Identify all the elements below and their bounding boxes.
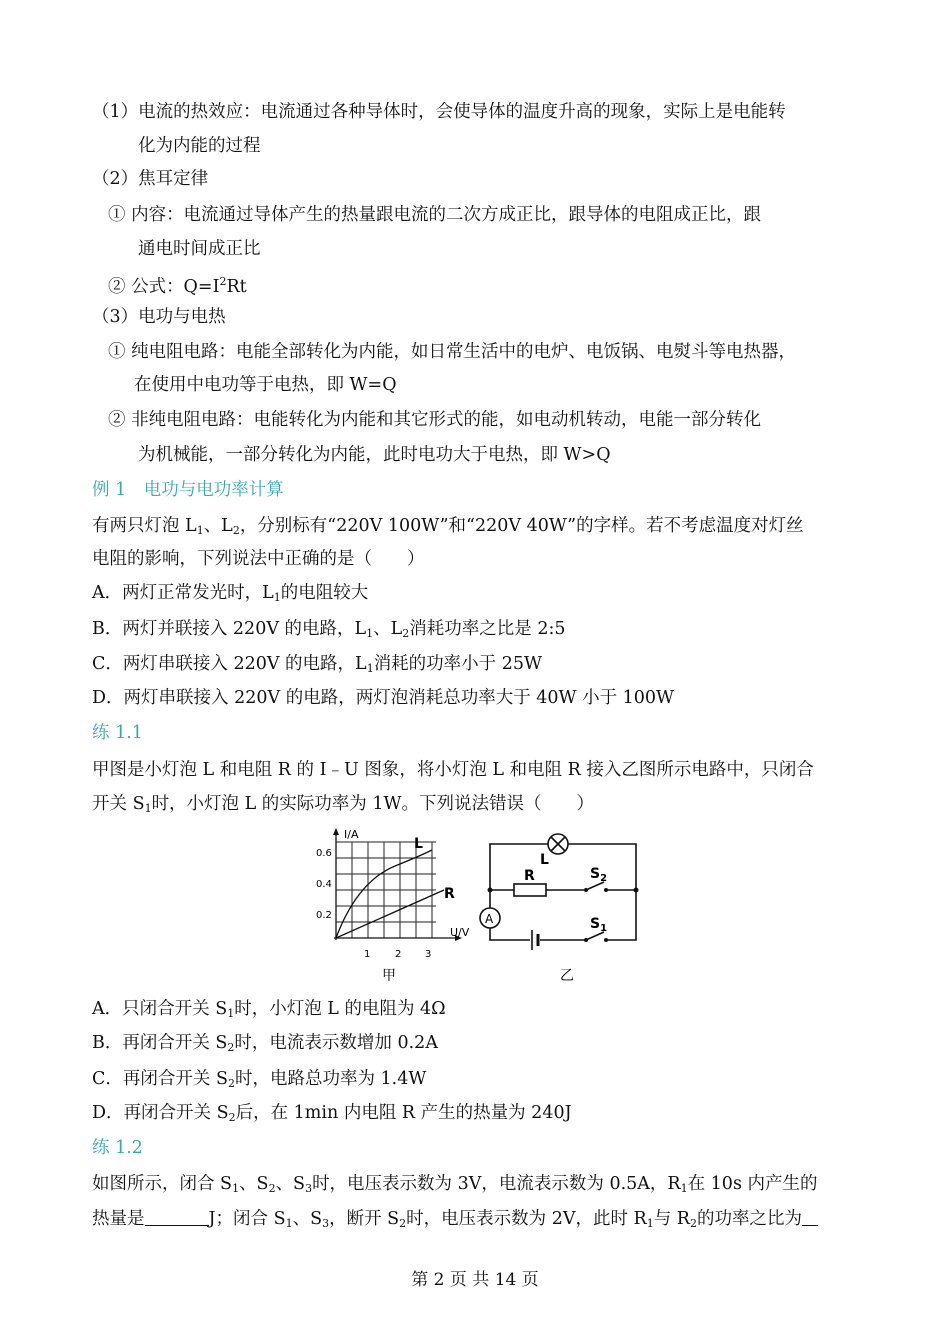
x-tick-1: 1 <box>364 949 371 960</box>
note-joule-formula: ② 公式：$Q=I^2Rt$ <box>108 275 247 297</box>
example1-heading: 例 1 电功与电功率计算 <box>92 480 284 500</box>
x-tick-3: 3 <box>425 949 432 960</box>
note-pure-resistive: ① 纯电阻电路：电能全部转化为内能，如日常生活中的电炉、电饭锅、电熨斗等电热器， <box>108 342 797 362</box>
curve-label-r: R <box>444 886 455 902</box>
lamp-icon <box>548 834 568 854</box>
y-tick-0-4: 0.4 <box>316 879 332 890</box>
answer-blank-heat[interactable] <box>145 1207 209 1226</box>
example1-option-b: B．两灯并联接入 220V 的电路，$L_1$、$L_2$消耗功率之比是 2:5 <box>92 619 566 640</box>
y-tick-0-6: 0.6 <box>316 848 332 859</box>
practice11-stem: 甲图是小灯泡 L 和电阻 R 的 I﹣U 图象，将小灯泡 L 和电阻 R 接入乙图所示电路中，只闭合 <box>92 760 814 780</box>
resistor-label: R <box>524 868 535 884</box>
practice11-option-b: B．再闭合开关 $S_2$时，电流表示数增加 0.2A <box>92 1033 438 1054</box>
lamp-label: L <box>540 852 549 868</box>
note-nonpure-resistive-cont: 为机械能，一部分转化为内能，此时电功大于电热，即 W>Q <box>138 445 611 465</box>
ammeter-label: A <box>485 912 494 926</box>
practice11-stem-cont: 开关 $S_1$时，小灯泡 L 的实际功率为 1W。下列说法错误（ ） <box>92 794 594 815</box>
practice12-stem-cont: 热量是 J；闭合 $S_1$、$S_3$，断开 $S_2$时，电压表示数为 2V，此时 $R_1$与 $R_2$的功率之比为 <box>92 1206 818 1237</box>
page-footer: 第 2 页 共 14 页 <box>411 1270 539 1290</box>
junction-left <box>488 888 493 893</box>
switch-s2-label: $S_2$ <box>590 866 608 884</box>
x-tick-2: 2 <box>395 949 402 960</box>
note-nonpure-resistive: ② 非纯电阻电路：电能转化为内能和其它形式的能，如电动机转动，电能一部分转化 <box>108 410 762 430</box>
curve-label-l: L <box>414 836 423 852</box>
figure-caption-jia: 甲 <box>382 968 396 984</box>
junction-right <box>634 888 639 893</box>
iu-graph-figure <box>300 826 470 986</box>
practice12-stem: 如图所示，闭合 $S_1$、$S_2$、$S_3$时，电压表示数为 3V，电流表示数为 0.5A，$R_1$在 10s 内产生的 <box>92 1174 818 1195</box>
graph-grid <box>336 842 436 938</box>
practice12-heading: 练 1.2 <box>92 1138 143 1158</box>
battery-icon <box>532 930 538 950</box>
example1-option-a: A．两灯正常发光时，$L_1$的电阻较大 <box>92 583 369 604</box>
answer-blank-ratio[interactable] <box>802 1207 818 1226</box>
figure-caption-yi: 乙 <box>560 968 574 984</box>
y-axis-arrow-icon <box>333 828 339 835</box>
note-joule-content: ① 内容：电流通过导体产生的热量跟电流的二次方成正比，跟导体的电阻成正比，跟 <box>108 205 762 225</box>
note-joule-content-cont: 通电时间成正比 <box>138 239 261 259</box>
example1-stem-cont: 电阻的影响，下列说法中正确的是（ ） <box>92 549 425 569</box>
example1-option-d: D．两灯串联接入 220V 的电路，两灯泡消耗总功率大于 40W 小于 100W <box>92 688 675 708</box>
practice11-heading: 练 1.1 <box>92 723 143 743</box>
circuit-wires <box>490 844 636 940</box>
note-pure-resistive-cont: 在使用中电功等于电热，即 W=Q <box>134 375 397 395</box>
x-axis-label: U/V <box>450 926 470 939</box>
example1-option-c: C．两灯串联接入 220V 的电路，$L_1$消耗的功率小于 25W <box>92 654 543 675</box>
practice11-option-a: A．只闭合开关 $S_1$时，小灯泡 L 的电阻为 4Ω <box>92 999 446 1020</box>
resistor-icon <box>514 884 546 896</box>
note-heat-effect-cont: 化为内能的过程 <box>138 136 261 156</box>
example1-stem: 有两只灯泡 $L_1$、$L_2$，分别标有“220V 100W”和“220V 40W”的字样。若不考虑温度对灯丝 <box>92 516 804 537</box>
note-joule-law: （2）焦耳定律 <box>92 169 209 189</box>
switch-s1-label: $S_1$ <box>590 916 608 934</box>
practice11-option-c: C．再闭合开关 $S_2$时，电路总功率为 1.4W <box>92 1069 427 1090</box>
note-heat-effect: （1）电流的热效应：电流通过各种导体时，会使导体的温度升高的现象，实际上是电能转 <box>92 102 786 122</box>
y-axis-label: I/A <box>344 828 359 841</box>
circuit-diagram-figure <box>474 826 650 986</box>
y-tick-0-2: 0.2 <box>316 910 332 921</box>
note-work-heat: （3）电功与电热 <box>92 307 226 327</box>
practice11-option-d: D．再闭合开关 $S_2$后，在 1min 内电阻 R 产生的热量为 240J <box>92 1103 572 1124</box>
